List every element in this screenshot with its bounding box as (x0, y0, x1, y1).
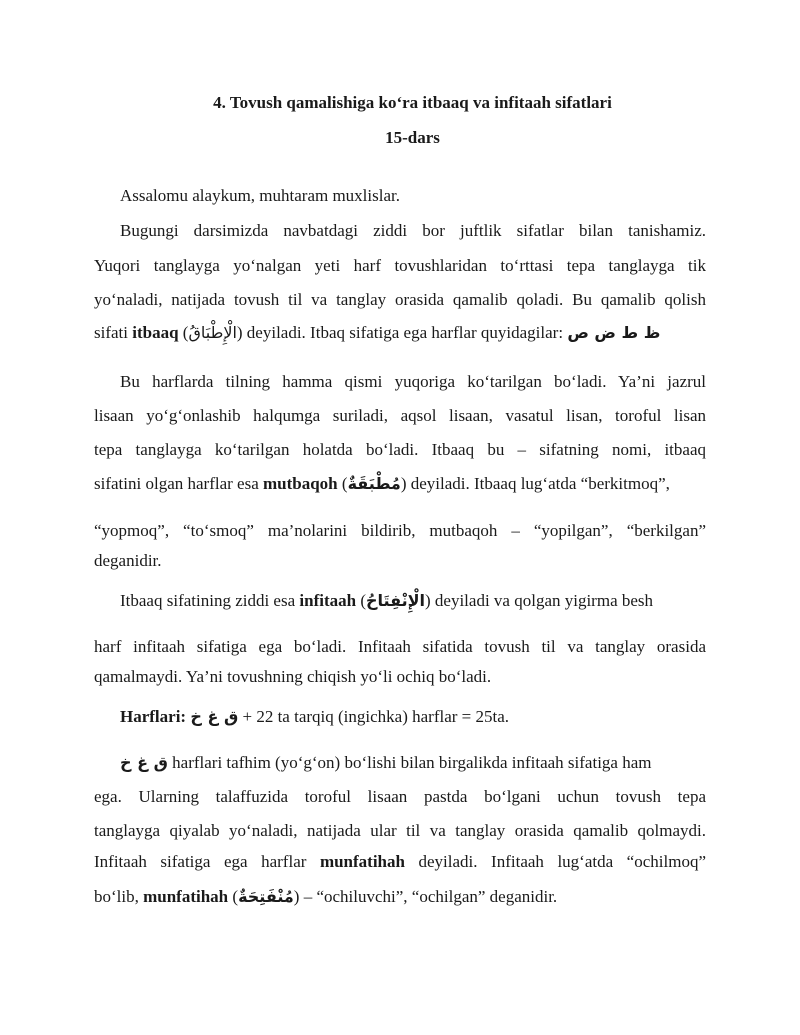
p4-line-1 (120, 591, 706, 611)
text-run: ( (178, 323, 189, 342)
p4-line-2: harf infitaah sifatiga ega bo‘ladi. Infitaah sifatida tovush til va tanglay orasida (94, 637, 706, 656)
p3-line-4 (94, 474, 706, 494)
text-run: Itbaaq sifatining ziddi esa (120, 591, 300, 610)
lesson-number: 15-dars (385, 128, 440, 147)
p6-line-5 (94, 887, 706, 907)
p2-line-3: yo‘naladi, natijada tovush til va tanglay orasida qamalib qoladi. Bu qamalib qolish (94, 290, 706, 309)
arabic-letters-qof-gayn-xo: ق غ خ (120, 753, 168, 772)
p3-line-5: “yopmoq”, “to‘smoq” ma’nolarini bildirib, mutbaqoh – “yopilgan”, “berkilgan” (94, 521, 706, 540)
harflari-label: Harflari: (120, 707, 187, 726)
p6-line-1 (120, 753, 706, 773)
text-run: deyiladi. Infitaah lug‘atda “ochilmoq” (404, 852, 706, 871)
p6-line-2: ega. Ularning talaffuzida toroful lisaan pastda bo‘lgani uchun tovush tepa (94, 787, 706, 806)
text-run: ) – “ochiluvchi”, “ochilgan” deganidir. (293, 887, 558, 906)
p3-line-3: tepa tanglayga ko‘tarilgan holatda bo‘ladi. Itbaaq bu – sifatning nomi, itbaaq (94, 440, 706, 459)
text-run: bo‘lib, (94, 887, 144, 906)
p2-line-1: Bugungi darsimizda navbatdagi ziddi bor juftlik sifatlar bilan tanishamiz. (120, 221, 706, 240)
text-run: harflari tafhim (yo‘g‘on) bo‘lishi bilan birgalikda infitaah sifatiga ham (167, 753, 652, 772)
text-run: + 22 ta tarqiq (ingichka) harflar = 25ta. (238, 707, 510, 726)
p3-line-2: lisaan yo‘g‘onlashib halqumga suriladi, aqsol lisaan, vasatul lisan, toroful lisan (94, 406, 706, 425)
term-munfatihah: munfatihah (143, 887, 229, 906)
term-mutbaqoh: mutbaqoh (263, 474, 338, 493)
arabic-itbaaq-letters: ظ ط ض ص (567, 323, 661, 342)
text-run: ( (337, 474, 348, 493)
arabic-term-mutbaqoh: مُطْبَقَةٌ (347, 474, 401, 493)
term-munfatihah: munfatihah (319, 852, 405, 871)
text-run: sifati (94, 323, 133, 342)
text-run: ( (356, 591, 366, 610)
arabic-term-munfatihah: مُنْفَتِحَةٌ (238, 887, 294, 906)
text-run: ( (228, 887, 239, 906)
section-title: 4. Tovush qamalishiga ko‘ra itbaaq va infitaah sifatlari (213, 93, 612, 112)
p2-line-2: Yuqori tanglayga yo‘nalgan yeti harf tovushlaridan to‘rttasi tepa tanglayga tik (94, 256, 706, 275)
harflari-line (120, 707, 706, 727)
text-run: Infitaah sifatiga ega harflar (94, 852, 320, 871)
arabic-term-itbaaq: الْإِطْبَاقُ (188, 323, 237, 342)
arabic-letters-qof-gayn-xo: ق غ خ (190, 707, 239, 726)
p4-line-3: qamalmaydi. Ya’ni tovushning chiqish yo‘li ochiq bo‘ladi. (94, 667, 492, 686)
paragraph-greeting: Assalomu alaykum, muhtaram muxlislar. (120, 186, 400, 205)
p6-line-3: tanglayga qiyalab yo‘naladi, natijada ular til va tanglay orasida qamalib qolmaydi. (94, 821, 706, 840)
arabic-term-infitaah: الْإِنْفِتَاحُ (366, 591, 425, 610)
text-run: ) deyiladi. Itbaq sifatiga ega harflar quyidagilar: (236, 323, 568, 342)
p3-line-6: deganidir. (94, 551, 162, 570)
p2-line-4 (94, 323, 706, 343)
text-run: ) deyiladi. Itbaaq lug‘atda “berkitmoq”, (400, 474, 670, 493)
p6-line-4 (94, 852, 706, 876)
term-itbaaq: itbaaq (132, 323, 179, 342)
term-infitaah: infitaah (299, 591, 357, 610)
text-run: ) deyiladi va qolgan yigirma besh (425, 591, 654, 610)
text-run: sifatini olgan harflar esa (94, 474, 263, 493)
p3-line-1: Bu harflarda tilning hamma qismi yuqoriga ko‘tarilgan bo‘ladi. Ya’ni jazrul (120, 372, 706, 391)
